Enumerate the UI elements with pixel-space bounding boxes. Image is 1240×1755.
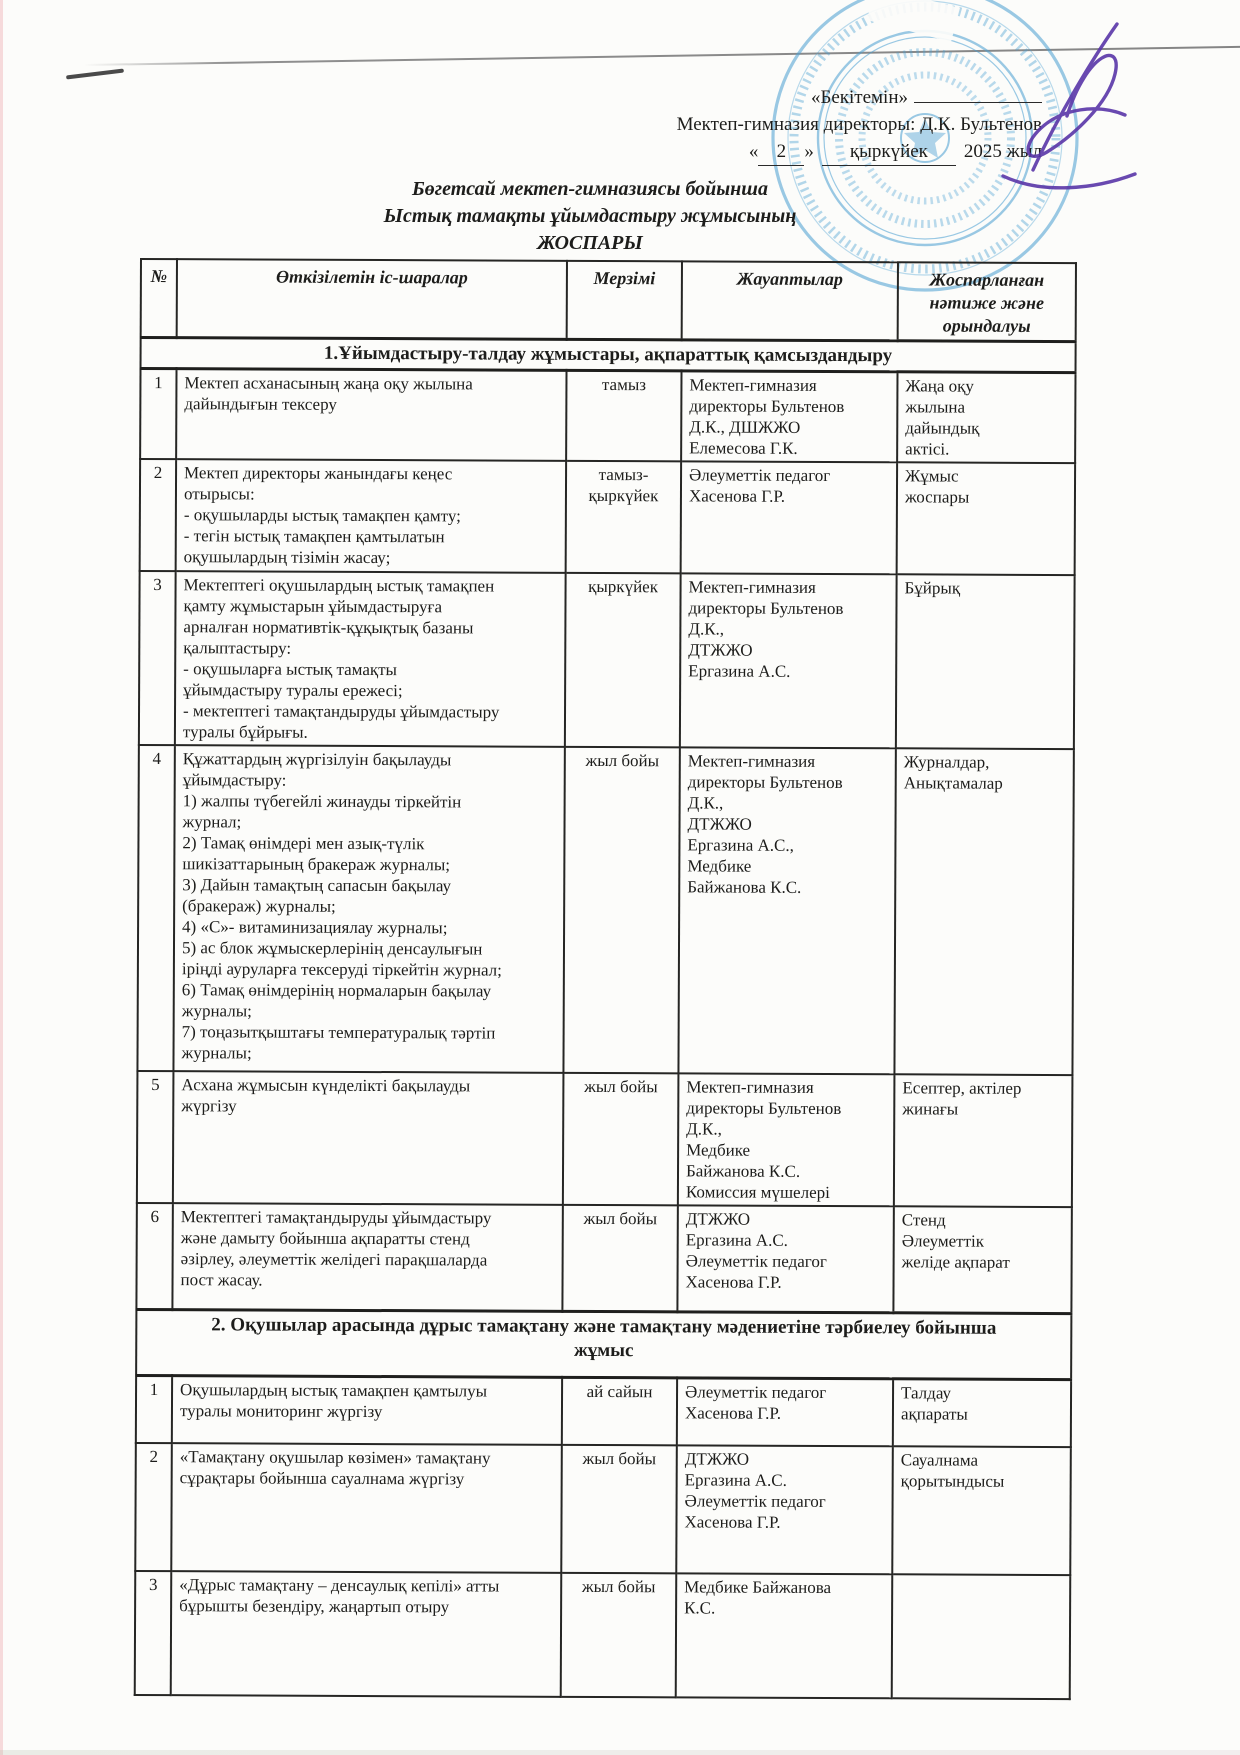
section-2-header-row	[136, 1309, 1071, 1379]
cell-result: Жұмыс жоспары	[897, 462, 1075, 575]
cell-activity: Оқушылардың ыстық тамақпен қамтылуы туралы мониторинг жүргізу	[172, 1375, 562, 1445]
cell-result: Талдау ақпараты	[893, 1378, 1071, 1447]
cell-responsible: Мектеп-гимназия директоры Бультенов Д.К., Медбике Байжанова К.С. Комиссия мүшелері	[678, 1073, 895, 1206]
cell-num: 3	[135, 1571, 172, 1695]
cell-term: тамыз	[566, 370, 681, 461]
cell-num: 3	[139, 571, 176, 745]
title-line-2: Ыстық тамақты ұйымдастыру жұмысының	[383, 205, 797, 227]
table-row	[137, 745, 1073, 1075]
date-month: қыркүйек	[822, 138, 956, 166]
cell-term: ай сайын	[562, 1377, 677, 1446]
cell-num: 1	[136, 1375, 172, 1443]
cell-activity: Асхана жұмысын күнделікті бақылауды жүргізу	[173, 1071, 564, 1205]
col-header-activity: Өткізілетін іс-шаралар	[177, 259, 567, 339]
cell-result: Есептер, актілер жинағы	[894, 1074, 1073, 1207]
date-year: 2025 жыл	[963, 141, 1042, 162]
section-1-header-row	[141, 338, 1076, 373]
cell-result: Журналдар, Анықтамалар	[894, 748, 1073, 1075]
cell-responsible: ДТЖЖО Ергазина А.С. Әлеуметтік педагог Хасенова Г.Р.	[677, 1205, 893, 1312]
cell-responsible: ДТЖЖО Ергазина А.С. Әлеуметтік педагог Хасенова Г.Р.	[676, 1445, 893, 1574]
cell-term: жыл бойы	[561, 1445, 677, 1574]
table-row	[139, 571, 1075, 749]
cell-responsible: Медбике Байжанова К.С.	[676, 1573, 893, 1698]
section-1-title: 1.Ұйымдастыру-талдау жұмыстары, ақпараттық қамсыздандыру	[141, 338, 1076, 373]
cell-responsible: Әлеуметтік педагог Хасенова Г.Р.	[681, 461, 897, 574]
table-row	[135, 1571, 1071, 1699]
col-header-num: №	[141, 259, 177, 338]
cell-term: жыл бойы	[563, 1073, 679, 1206]
cell-term: қыркүйек	[565, 573, 681, 748]
table-header-row	[141, 259, 1076, 342]
approval-date-line: « 2 » қыркүйек 2025 жыл	[677, 138, 1042, 166]
scanner-edge-artifact	[0, 0, 3, 1755]
director-line: Мектеп-гимназия директоры: Д.К. Бультенов	[676, 114, 1042, 135]
table-row	[136, 1375, 1071, 1447]
cell-term: жыл бойы	[563, 747, 679, 1073]
cell-num: 6	[136, 1203, 172, 1309]
pen-dash-mark	[66, 68, 124, 79]
cell-term: жыл бойы	[561, 1573, 677, 1698]
table-row	[135, 1443, 1071, 1575]
cell-num: 2	[135, 1443, 172, 1571]
date-day: 2	[758, 138, 804, 166]
cell-result: Жаңа оқу жылына дайындық актісі.	[897, 372, 1075, 463]
cell-result: Стенд Әлеуметтік желіде ақпарат	[893, 1206, 1071, 1313]
title-line-1: Бөгетсай мектеп-гимназиясы бойынша	[412, 178, 768, 200]
plan-table	[134, 258, 1077, 1700]
cell-responsible: Мектеп-гимназия директоры Бультенов Д.К., ДШЖЖО Елемесова Г.К.	[681, 371, 897, 462]
director-signature	[975, 18, 1145, 213]
cell-activity: «Дұрыс тамақтану – денсаулық кепілі» атты бұрышты безендіру, жаңартып отыру	[171, 1571, 562, 1697]
cell-activity: «Тамақтану оқушылар көзімен» тамақтану сұрақтары бойынша сауалнама жүргізу	[171, 1443, 562, 1573]
col-header-term: Мерзімі	[567, 261, 682, 340]
title-line-3: ЖОСПАРЫ	[537, 232, 643, 254]
cell-num: 4	[137, 745, 174, 1071]
table-row	[137, 1071, 1073, 1207]
cell-activity: Мектептегі тамақтандыруды ұйымдастыру және дамыту бойынша ақпаратты стенд әзірлеу, әлеуметтік желідегі парақшаларда пост жасау.	[172, 1203, 562, 1311]
col-header-responsible: Жауаптылар	[682, 261, 898, 340]
cell-result: Сауалнама қорытындысы	[892, 1446, 1071, 1575]
approval-label: «Бекітемін»	[810, 87, 908, 108]
cell-result	[892, 1574, 1071, 1699]
cell-activity: Мектеп директоры жанындағы кеңес отырысы: - оқушыларды ыстық тамақпен қамту; - тегін ыстық тамақпен қамтылатын оқушылардың тізімін жасау;	[176, 459, 566, 573]
cell-term: жыл бойы	[562, 1205, 677, 1312]
cell-result: Бұйрық	[896, 574, 1075, 749]
cell-activity: Мектеп асханасының жаңа оқу жылына дайындығын тексеру	[176, 369, 566, 461]
cell-responsible: Әлеуметтік педагог Хасенова Г.Р.	[677, 1377, 893, 1446]
cell-term: тамыз- қыркүйек	[566, 461, 681, 574]
cell-num: 1	[140, 369, 176, 460]
cell-activity: Мектептегі оқушылардың ыстық тамақпен қамту жұмыстарын ұйымдастыруға арналған нормативтік-құқықтық базаны қалыптастыру: - оқушыларға ыстық тамақты ұйымдастыру туралы ережесі; - мектептегі тамақтандыруды ұйымдастыру туралы бұйрығы.	[175, 571, 566, 747]
scanner-bottom-artifact	[0, 1750, 1240, 1755]
cell-num: 5	[137, 1071, 174, 1203]
plan-table-wrap	[134, 258, 1075, 1700]
table-row	[140, 459, 1075, 575]
section-2-title: 2. Оқушылар арасында дұрыс тамақтану және тамақтану мәдениетіне тәрбиелеу бойынша жұмыс	[136, 1309, 1071, 1379]
cell-activity: Құжаттардың жүргізілуін бақылауды ұйымдастыру: 1) жалпы түбегейлі жинауды тіркейтін журнал; 2) Тамақ өнімдері мен азық-түлік шикізаттарының бракераж журналы; 3) Дайын тамақтың сапасын бақылау (бракераж) журналы; 4) «С»- витаминизациялау журналы; 5) ас блок жұмыскерлерінің денсаулығын іріңді ауруларға тексеруді тіркейтін журнал; 6) Тамақ өнімдерінің нормаларын бақылау журналы; 7) тоңазытқыштағы температуралық тәртіп журналы;	[173, 745, 564, 1073]
table-row	[140, 369, 1075, 464]
col-header-result: Жоспарланған нәтиже және орындалуы	[898, 262, 1076, 341]
cell-num: 2	[140, 459, 176, 571]
table-row	[136, 1203, 1071, 1313]
cell-responsible: Мектеп-гимназия директоры Бультенов Д.К., ДТЖЖО Ергазина А.С., Медбике Байжанова К.С.	[678, 747, 895, 1074]
cell-responsible: Мектеп-гимназия директоры Бультенов Д.К., ДТЖЖО Ергазина А.С.	[680, 573, 897, 748]
